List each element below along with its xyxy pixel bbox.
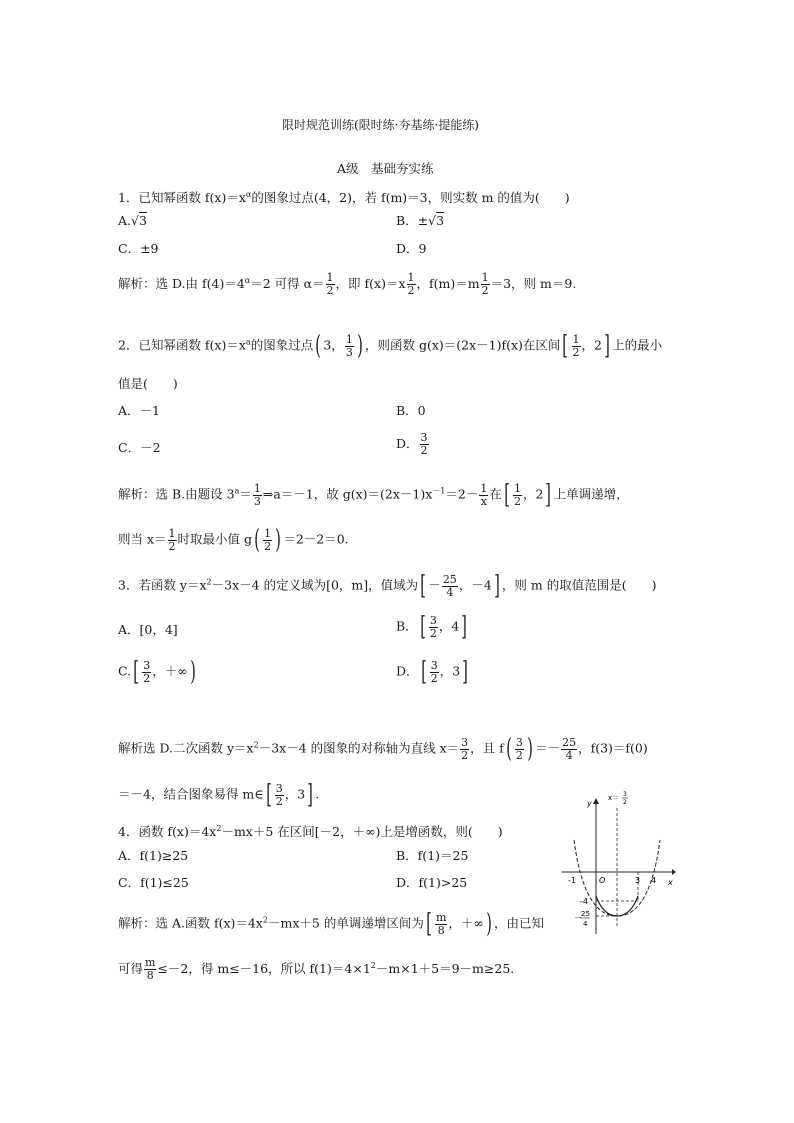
q3-solution-line2: ＝－4，结合图象易得 m∈[ $\frac{3}{2}$ ，3] . [118, 780, 320, 810]
q1-option-b: B．±√3 [396, 213, 445, 228]
sym-num: 3 [623, 791, 627, 798]
y-neg-sign: － [574, 913, 582, 922]
tick-neg1: -1 [568, 876, 576, 885]
q2-stem: 2．已知幂函数 $f(x)=x^a$的图象过点( 3， $\frac{1}{3}$ ) ，则函数 g(x)＝(2x－1)f(x)在区间[ $\frac{1}{2}$ ，2] 上的最小 [118, 331, 663, 361]
y-axis-label: y [587, 799, 592, 808]
x-axis-arrow [672, 869, 676, 875]
q3-stem: 3．若函数 $y=x^2-3x-4$ 的定义域为[0，m]，值域为[ － $\frac{25}{4}$ ，－4] ，则 m 的取值范围是( ) [118, 571, 657, 601]
sym-label: x＝ [608, 794, 620, 802]
y-frac-num: 25 [581, 910, 590, 918]
q4-solution: 解析：选 A.函数 $f(x)=4x^2-mx+5$ 的单调递增区间为[ $\frac{m}{8}$ ，＋∞) ，由已知 [118, 909, 545, 939]
origin-label: O [599, 876, 606, 885]
q1-solution: 解析：选 D.由 $f(4)=4^\alpha=2$ 可得 α＝ $\frac{1}{2}$ ，即 f(x)＝x $\frac{1}{2}$ ，f(m)＝m $\frac{1}{2}$ ＝3，则 m＝9. [118, 271, 577, 297]
x-axis-label: x [668, 878, 673, 887]
q3-option-d: D．[ $\frac{3}{2}$ ，3] [396, 657, 469, 687]
q3-solution: 解析选 D.二次函数 $y=x^2-3x-4$ 的图象的对称轴为直线 x＝ $\frac{3}{2}$ ，且 f( $\frac{3}{2}$ ) ＝－ $\frac{25}{4}$ ，f(3)＝f(0) [118, 734, 648, 764]
q1-option-c: C．±9 [118, 241, 159, 256]
q4-solution-line2: 可得 $\frac{m}{8}$ ≤－2，得 m≤－16，所以 $f(1)=4\times 1^2-m\times 1+5=9-m\ge 25$. [118, 956, 515, 982]
q4-option-b: B．f(1)＝25 [396, 848, 469, 863]
q4-stem: 4．函数 $f(x)=4x^2-mx+5$ 在区间[－2，＋∞)上是增函数，则( ) [118, 824, 503, 839]
y-neg4-label: -4 [580, 897, 588, 906]
q2-option-b: B．0 [396, 403, 426, 418]
y-axis-arrow [593, 798, 599, 804]
q4-option-c: C．f(1)≤25 [118, 875, 189, 890]
sym-den: 2 [623, 799, 627, 806]
q1-option-d: D．9 [396, 241, 427, 256]
y-frac-den: 4 [583, 920, 588, 928]
q2-solution: 解析：选 B.由题设 $3^a=$ $\frac{1}{3}$ ⇒a＝－1，故 $g(x)=(2x-1)x^{-1}=2-$ $\frac{1}{x}$ 在[ $\frac{1}{2}$ ，2] 上单调递增， [118, 480, 629, 510]
q3-option-b: B．[ $\frac{3}{2}$ ，4] [396, 612, 468, 642]
tick-4: 4 [651, 876, 657, 885]
q3-option-a: A．[0，4] [118, 622, 178, 637]
section-heading: A级 基础夯实练 [337, 161, 434, 176]
parabola-figure [556, 788, 676, 938]
q2-solution-line2: 则当 x＝ $\frac{1}{2}$ 时取最小值 g( $\frac{1}{2}$ ) ＝2－2＝0. [118, 525, 349, 555]
q1-stem: 1．已知幂函数 $f(x)=x^\alpha$的图象过点(4，2)，若 f(m)＝3，则实数 m 的值为( ) [118, 190, 570, 205]
q1-option-a: A.√3 [118, 213, 147, 228]
tick-3: 3 [635, 876, 641, 885]
q2-option-d: D． $\frac{3}{2}$ [396, 431, 428, 457]
q4-option-a: A．f(1)≥25 [118, 848, 189, 863]
q2-option-a: A．－1 [118, 403, 160, 418]
q2-option-c: C．－2 [118, 440, 161, 455]
q3-option-c: C.[ $\frac{3}{2}$ ，＋∞) [118, 657, 196, 687]
q2-stem-line2: 值是( ) [118, 376, 178, 391]
q4-option-d: D．f(1)>25 [396, 875, 468, 890]
page-title: 限时规范训练(限时练·夯基练·提能练) [282, 118, 479, 132]
